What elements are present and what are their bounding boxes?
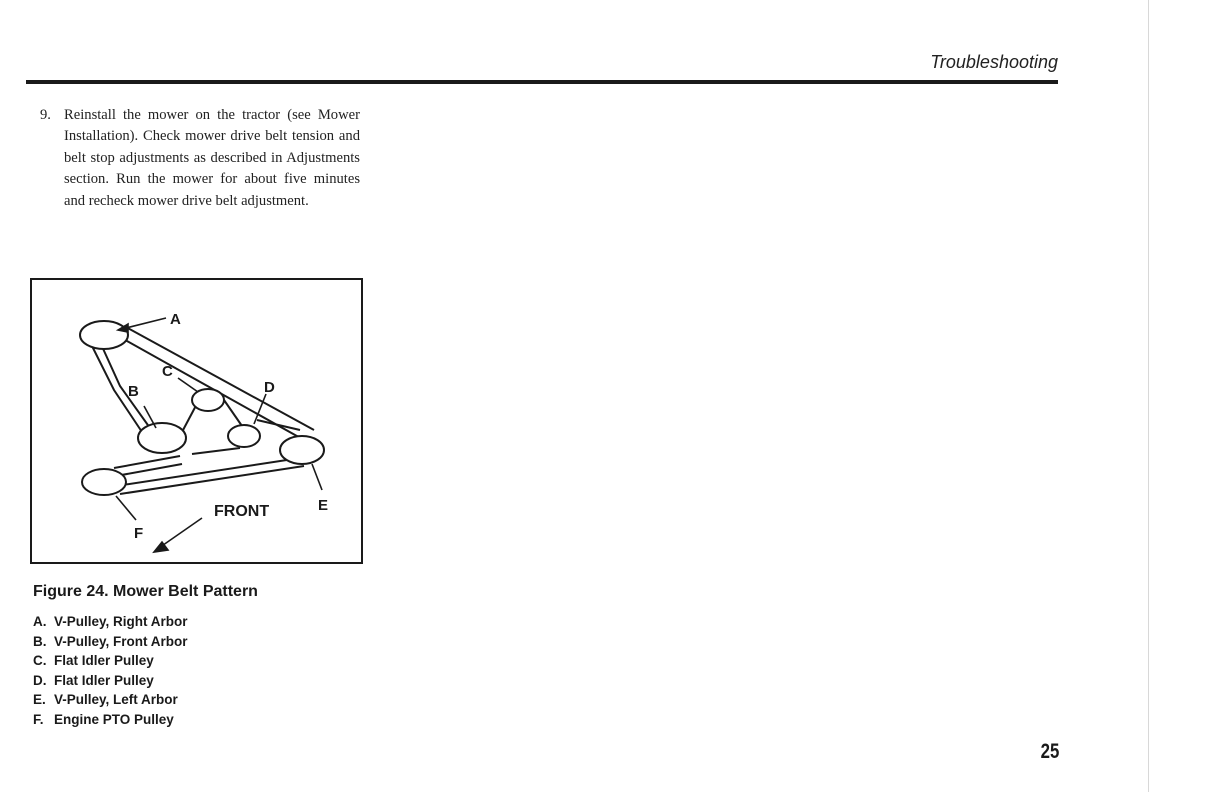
legend-key: E. — [33, 692, 46, 707]
legend-text: Flat Idler Pulley — [54, 672, 154, 688]
belt-d-e — [257, 420, 300, 430]
figure-caption: Figure 24. Mower Belt Pattern — [33, 583, 258, 600]
legend-text: Engine PTO Pulley — [54, 711, 174, 727]
legend-key: B. — [33, 633, 47, 649]
legend-item — [33, 612, 188, 632]
label-c: C — [162, 363, 173, 380]
pulley-a — [80, 321, 128, 349]
instruction-step — [40, 105, 360, 212]
label-e: E — [318, 497, 329, 514]
legend-text: Flat Idler Pulley — [54, 653, 154, 668]
step-number: 9. — [40, 107, 51, 123]
legend-text: V-Pulley, Right Arbor — [54, 614, 188, 629]
label-a: A — [170, 311, 181, 328]
leader-e — [312, 464, 322, 490]
header-rule — [26, 80, 1058, 84]
pulley-b — [138, 423, 186, 453]
label-front: FRONT — [214, 503, 270, 520]
pulley-e — [280, 436, 324, 464]
pulley-f — [82, 469, 126, 495]
belt-a-e — [124, 326, 314, 430]
label-b: B — [128, 383, 139, 400]
legend-text: V-Pulley, Left Arbor — [54, 692, 178, 707]
page-number: 25 — [1040, 740, 1059, 763]
page-edge-line — [1148, 0, 1149, 792]
pulley-c — [192, 389, 224, 411]
legend-item — [33, 690, 188, 710]
figure-legend — [33, 612, 188, 729]
legend-key: D. — [33, 672, 47, 688]
step-text: Reinstall the mower on the tractor (see Mower Installation). Check mower drive belt tension and belt stop adjustments as described in Adjustments section. Run the mower for about five minutes and recheck mower drive belt adjustment. — [64, 107, 360, 209]
belt-d-b — [192, 448, 240, 454]
label-d: D — [264, 379, 275, 396]
section-title: Troubleshooting — [930, 52, 1058, 72]
legend-item — [33, 710, 188, 730]
legend-item — [33, 651, 188, 671]
legend-item — [33, 671, 188, 691]
belt-a-b-inner — [100, 342, 150, 428]
legend-item — [33, 632, 188, 652]
label-f: F — [134, 525, 144, 542]
legend-text: V-Pulley, Front Arbor — [54, 633, 188, 649]
belt-diagram — [32, 280, 361, 562]
legend-key: A. — [33, 614, 47, 629]
legend-key: F. — [33, 711, 44, 727]
pulley-d — [228, 425, 260, 447]
belt-pattern-figure — [30, 278, 363, 564]
legend-key: C. — [33, 653, 47, 668]
leader-f — [116, 496, 136, 520]
